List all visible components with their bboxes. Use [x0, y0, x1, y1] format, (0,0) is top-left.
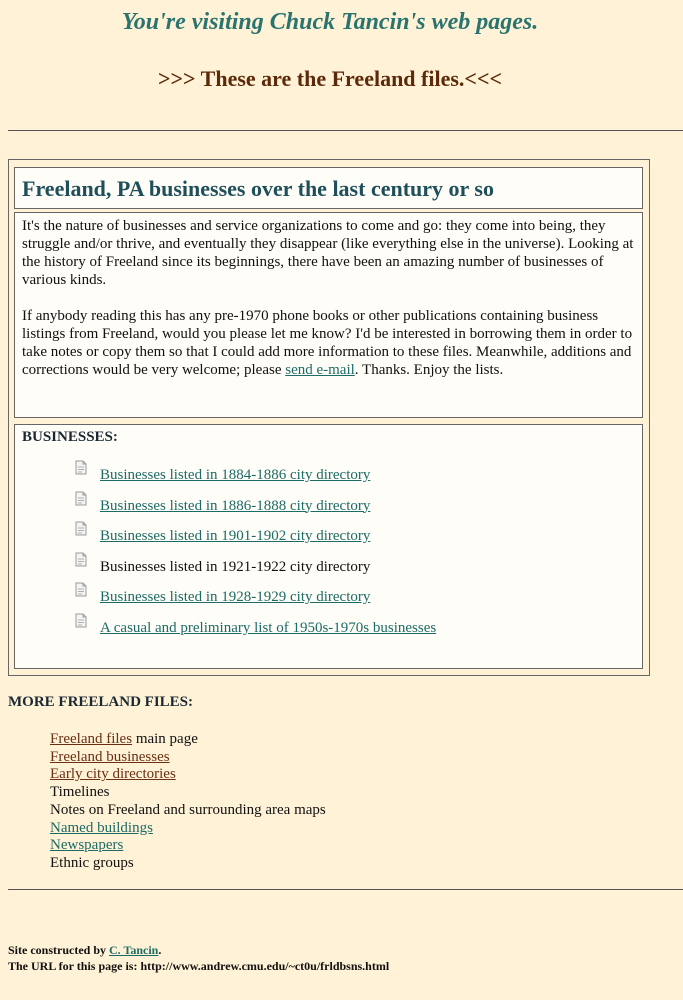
more-files-list — [50, 731, 326, 873]
list-item — [50, 855, 326, 873]
more-file-label: Ethnic groups — [50, 854, 134, 871]
business-list-link[interactable]: Businesses listed in 1928-1929 city directory — [100, 589, 371, 606]
list-item — [50, 820, 326, 838]
document-icon — [74, 582, 88, 597]
business-list-link[interactable]: Businesses listed in 1886-1888 city directory — [100, 497, 371, 514]
list-item — [50, 731, 326, 749]
list-item — [50, 766, 326, 784]
credit-prefix: Site constructed by — [8, 943, 109, 957]
more-file-label: Timelines — [50, 784, 110, 801]
list-item — [22, 552, 635, 583]
document-icon — [74, 460, 88, 475]
list-item — [50, 802, 326, 820]
document-icon — [74, 613, 88, 628]
more-file-label: Notes on Freeland and surrounding area maps — [50, 801, 326, 818]
page-url: The URL for this page is: http://www.andrew.cmu.edu/~ct0u/frldbsns.html — [8, 959, 390, 973]
freeland-files-link[interactable]: Freeland files — [50, 731, 133, 747]
list-item — [50, 837, 326, 855]
intro-cell — [14, 212, 643, 418]
business-list-link[interactable]: A casual and preliminary list of 1950s-1970s businesses — [100, 619, 437, 636]
list-item — [50, 749, 326, 767]
businesses-cell — [14, 424, 643, 669]
page-title: Freeland, PA businesses over the last century or so — [22, 176, 494, 201]
more-file-link[interactable]: Newspapers — [50, 837, 124, 854]
top-divider — [8, 130, 683, 131]
credit-line — [8, 942, 389, 958]
list-item — [22, 491, 635, 522]
send-email-link[interactable]: send e-mail — [285, 362, 355, 378]
list-item — [22, 582, 635, 613]
business-list-link[interactable]: Businesses listed in 1884-1886 city directory — [100, 467, 371, 483]
more-files-heading: MORE FREELAND FILES: — [8, 694, 194, 710]
content-table — [8, 159, 650, 676]
author-link[interactable]: C. Tancin — [109, 943, 159, 957]
bottom-divider — [8, 889, 683, 890]
businesses-list — [22, 460, 635, 644]
section-banner: >>> These are the Freeland files.<<< — [157, 66, 503, 91]
more-file-link[interactable]: Freeland businesses — [50, 748, 170, 765]
site-greeting: You're visiting Chuck Tancin's web pages. — [121, 9, 539, 35]
list-item — [22, 613, 635, 644]
main-page-label: main page — [132, 731, 198, 747]
list-item — [22, 521, 635, 552]
intro-paragraph-1: It's the nature of businesses and service organizations to come and go: they come into being, they struggle and/or thrive, and eventually they disappear (like everything else in the universe). Looking at the history of Freeland since its beginnings, there have been an amazing number of businesses of various kinds. — [22, 218, 634, 288]
credit-suffix: . — [158, 943, 162, 957]
list-item — [22, 460, 635, 491]
business-list-label: Businesses listed in 1921-1922 city directory — [100, 558, 371, 575]
intro-paragraph-2 — [22, 307, 635, 379]
intro-text: If anybody reading this has any pre-1970 phone books or other publications containing business listings from Freeland, would you please let me know? I'd be interested in borrowing them in order to take notes or copy them so that I could add more information to these files. Meanwhile, additions and corrections would be very welcome; please — [22, 308, 633, 378]
business-list-link[interactable]: Businesses listed in 1901-1902 city directory — [100, 528, 371, 545]
businesses-heading: BUSINESSES: — [22, 429, 118, 445]
list-item — [50, 784, 326, 802]
intro-closing: . Thanks. Enjoy the lists. — [354, 362, 504, 378]
more-file-link[interactable]: Early city directories — [50, 766, 176, 783]
document-icon — [74, 521, 88, 536]
document-icon — [74, 552, 88, 567]
document-icon — [74, 491, 88, 506]
more-file-link[interactable]: Named buildings — [50, 819, 153, 836]
title-cell — [14, 167, 643, 209]
footer — [8, 942, 389, 974]
